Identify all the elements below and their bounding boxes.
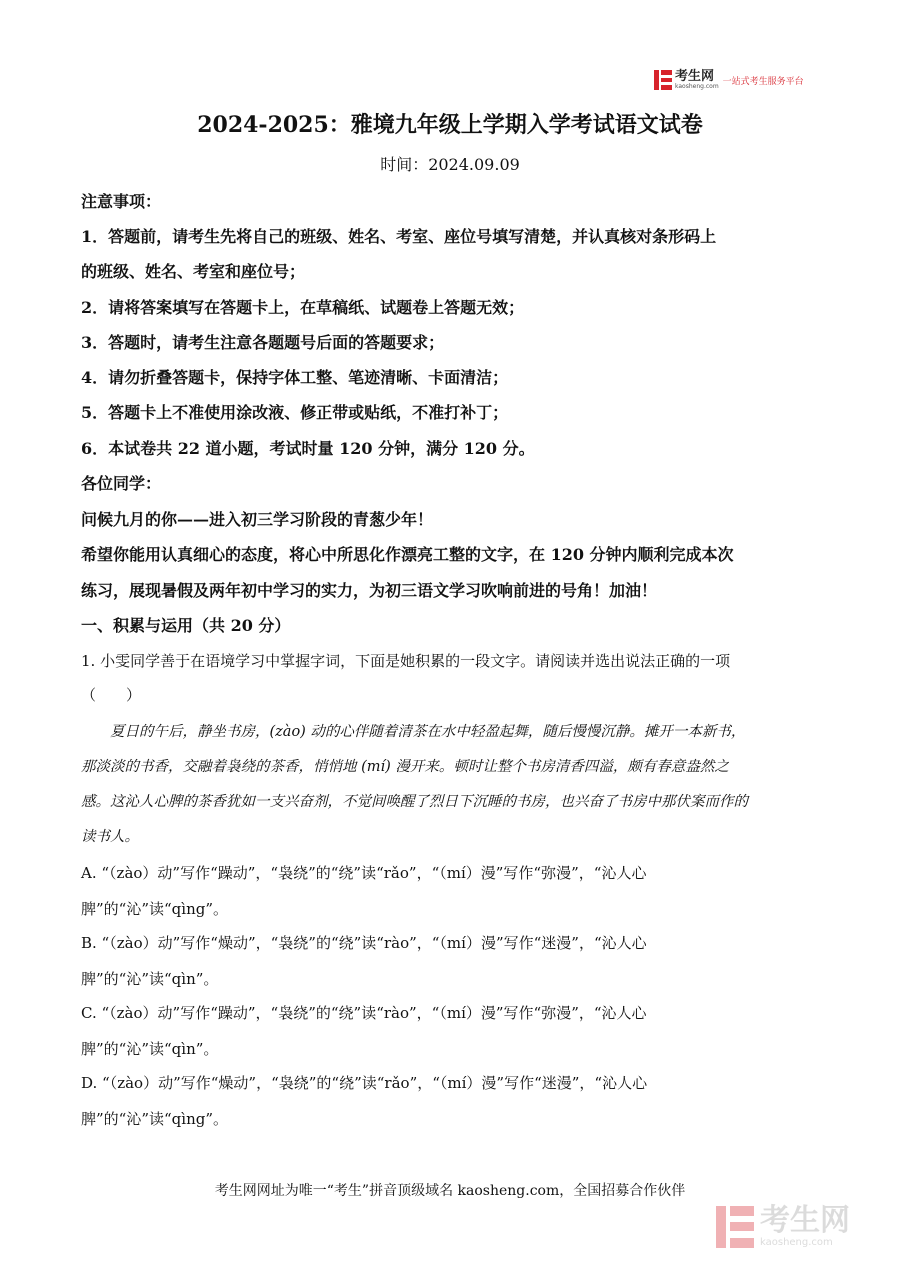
- watermark-name: 考生网: [760, 1203, 850, 1238]
- option-a-cont: 脾”的“沁”读“qìng”。: [81, 900, 229, 918]
- logo-slogan: 一站式考生服务平台: [722, 76, 804, 87]
- watermark-domain: kaosheng.com: [760, 1237, 833, 1248]
- section-heading: 一、积累与运用（共 20 分）: [81, 616, 291, 635]
- exam-date: 时间：2024.09.09: [380, 155, 520, 174]
- header-logo: [654, 70, 804, 90]
- greeting-line: 练习，展现暑假及两年初中学习的实力，为初三语文学习吹响前进的号角！加油！: [81, 581, 658, 600]
- exam-title: 2024-2025：雅境九年级上学期入学考试语文试卷: [197, 112, 703, 138]
- passage-line: 感。这沁人心脾的茶香犹如一支兴奋剂，不觉间唤醒了烈日下沉睡的书房，也兴奋了书房中那伏案而作的: [81, 794, 748, 810]
- question-answer-blank: （ ）: [81, 686, 142, 704]
- notice-line: 6．本试卷共 22 道小题，考试时量 120 分钟，满分 120 分。: [81, 439, 535, 458]
- notice-line: 5．答题卡上不准使用涂改液、修正带或贴纸，不准打补丁；: [81, 403, 509, 422]
- option-b: B. “（zào）动”写作“燥动”，“袅绕”的“绕”读“rào”，“（mí）漫”写作“迷漫”，“沁人心: [81, 934, 647, 952]
- logo-domain: kaosheng.com: [675, 83, 719, 90]
- option-c: C. “（zào）动”写作“躁动”，“袅绕”的“绕”读“rào”，“（mí）漫”写作“弥漫”，“沁人心: [81, 1004, 647, 1022]
- footer-note: 考生网网址为唯一“考生”拼音顶级域名 kaosheng.com，全国招募合作伙伴: [214, 1183, 686, 1199]
- logo-name: 考生网: [675, 69, 715, 84]
- passage-line: 那淡淡的书香，交融着袅绕的茶香，悄悄地 (mí) 漫开来。顿时让整个书房清香四溢，颇有春意盎然之: [81, 759, 729, 775]
- notice-line: 1．答题前，请考生先将自己的班级、姓名、考室、座位号填写清楚，并认真核对条形码上: [81, 227, 717, 246]
- greeting-salutation: 各位同学：: [81, 474, 162, 493]
- watermark: [716, 1203, 850, 1248]
- kaosheng-logo-icon: [654, 70, 672, 90]
- passage-line: 读书人。: [81, 829, 139, 845]
- option-a: A. “（zào）动”写作“躁动”，“袅绕”的“绕”读“rǎo”，“（mí）漫”写作“弥漫”，“沁人心: [81, 864, 647, 882]
- notice-line: 3．答题时，请考生注意各题题号后面的答题要求；: [81, 333, 445, 352]
- greeting-line: 希望你能用认真细心的态度，将心中所思化作漂亮工整的文字，在 120 分钟内顺利完成本次: [81, 545, 734, 564]
- option-b-cont: 脾”的“沁”读“qìn”。: [81, 970, 219, 988]
- notice-heading: 注意事项：: [81, 192, 162, 211]
- notice-line: 2．请将答案填写在答题卡上，在草稿纸、试题卷上答题无效；: [81, 298, 525, 317]
- question-stem: 1. 小雯同学善于在语境学习中掌握字词，下面是她积累的一段文字。请阅读并选出说法正确的一项: [81, 652, 731, 670]
- kaosheng-watermark-icon: [716, 1206, 754, 1248]
- option-d-cont: 脾”的“沁”读“qìng”。: [81, 1110, 229, 1128]
- greeting-line: 问候九月的你——进入初三学习阶段的青葱少年！: [81, 510, 434, 529]
- notice-line: 4．请勿折叠答题卡，保持字体工整、笔迹清晰、卡面清洁；: [81, 368, 509, 387]
- option-d: D. “（zào）动”写作“燥动”，“袅绕”的“绕”读“rǎo”，“（mí）漫”写作“迷漫”，“沁人心: [81, 1074, 648, 1092]
- passage-line: 夏日的午后，静坐书房，(zào) 动的心伴随着清茶在水中轻盈起舞，随后慢慢沉静。摊开一本新书，: [81, 724, 746, 740]
- option-c-cont: 脾”的“沁”读“qìn”。: [81, 1040, 219, 1058]
- notice-line: 的班级、姓名、考室和座位号；: [81, 262, 306, 281]
